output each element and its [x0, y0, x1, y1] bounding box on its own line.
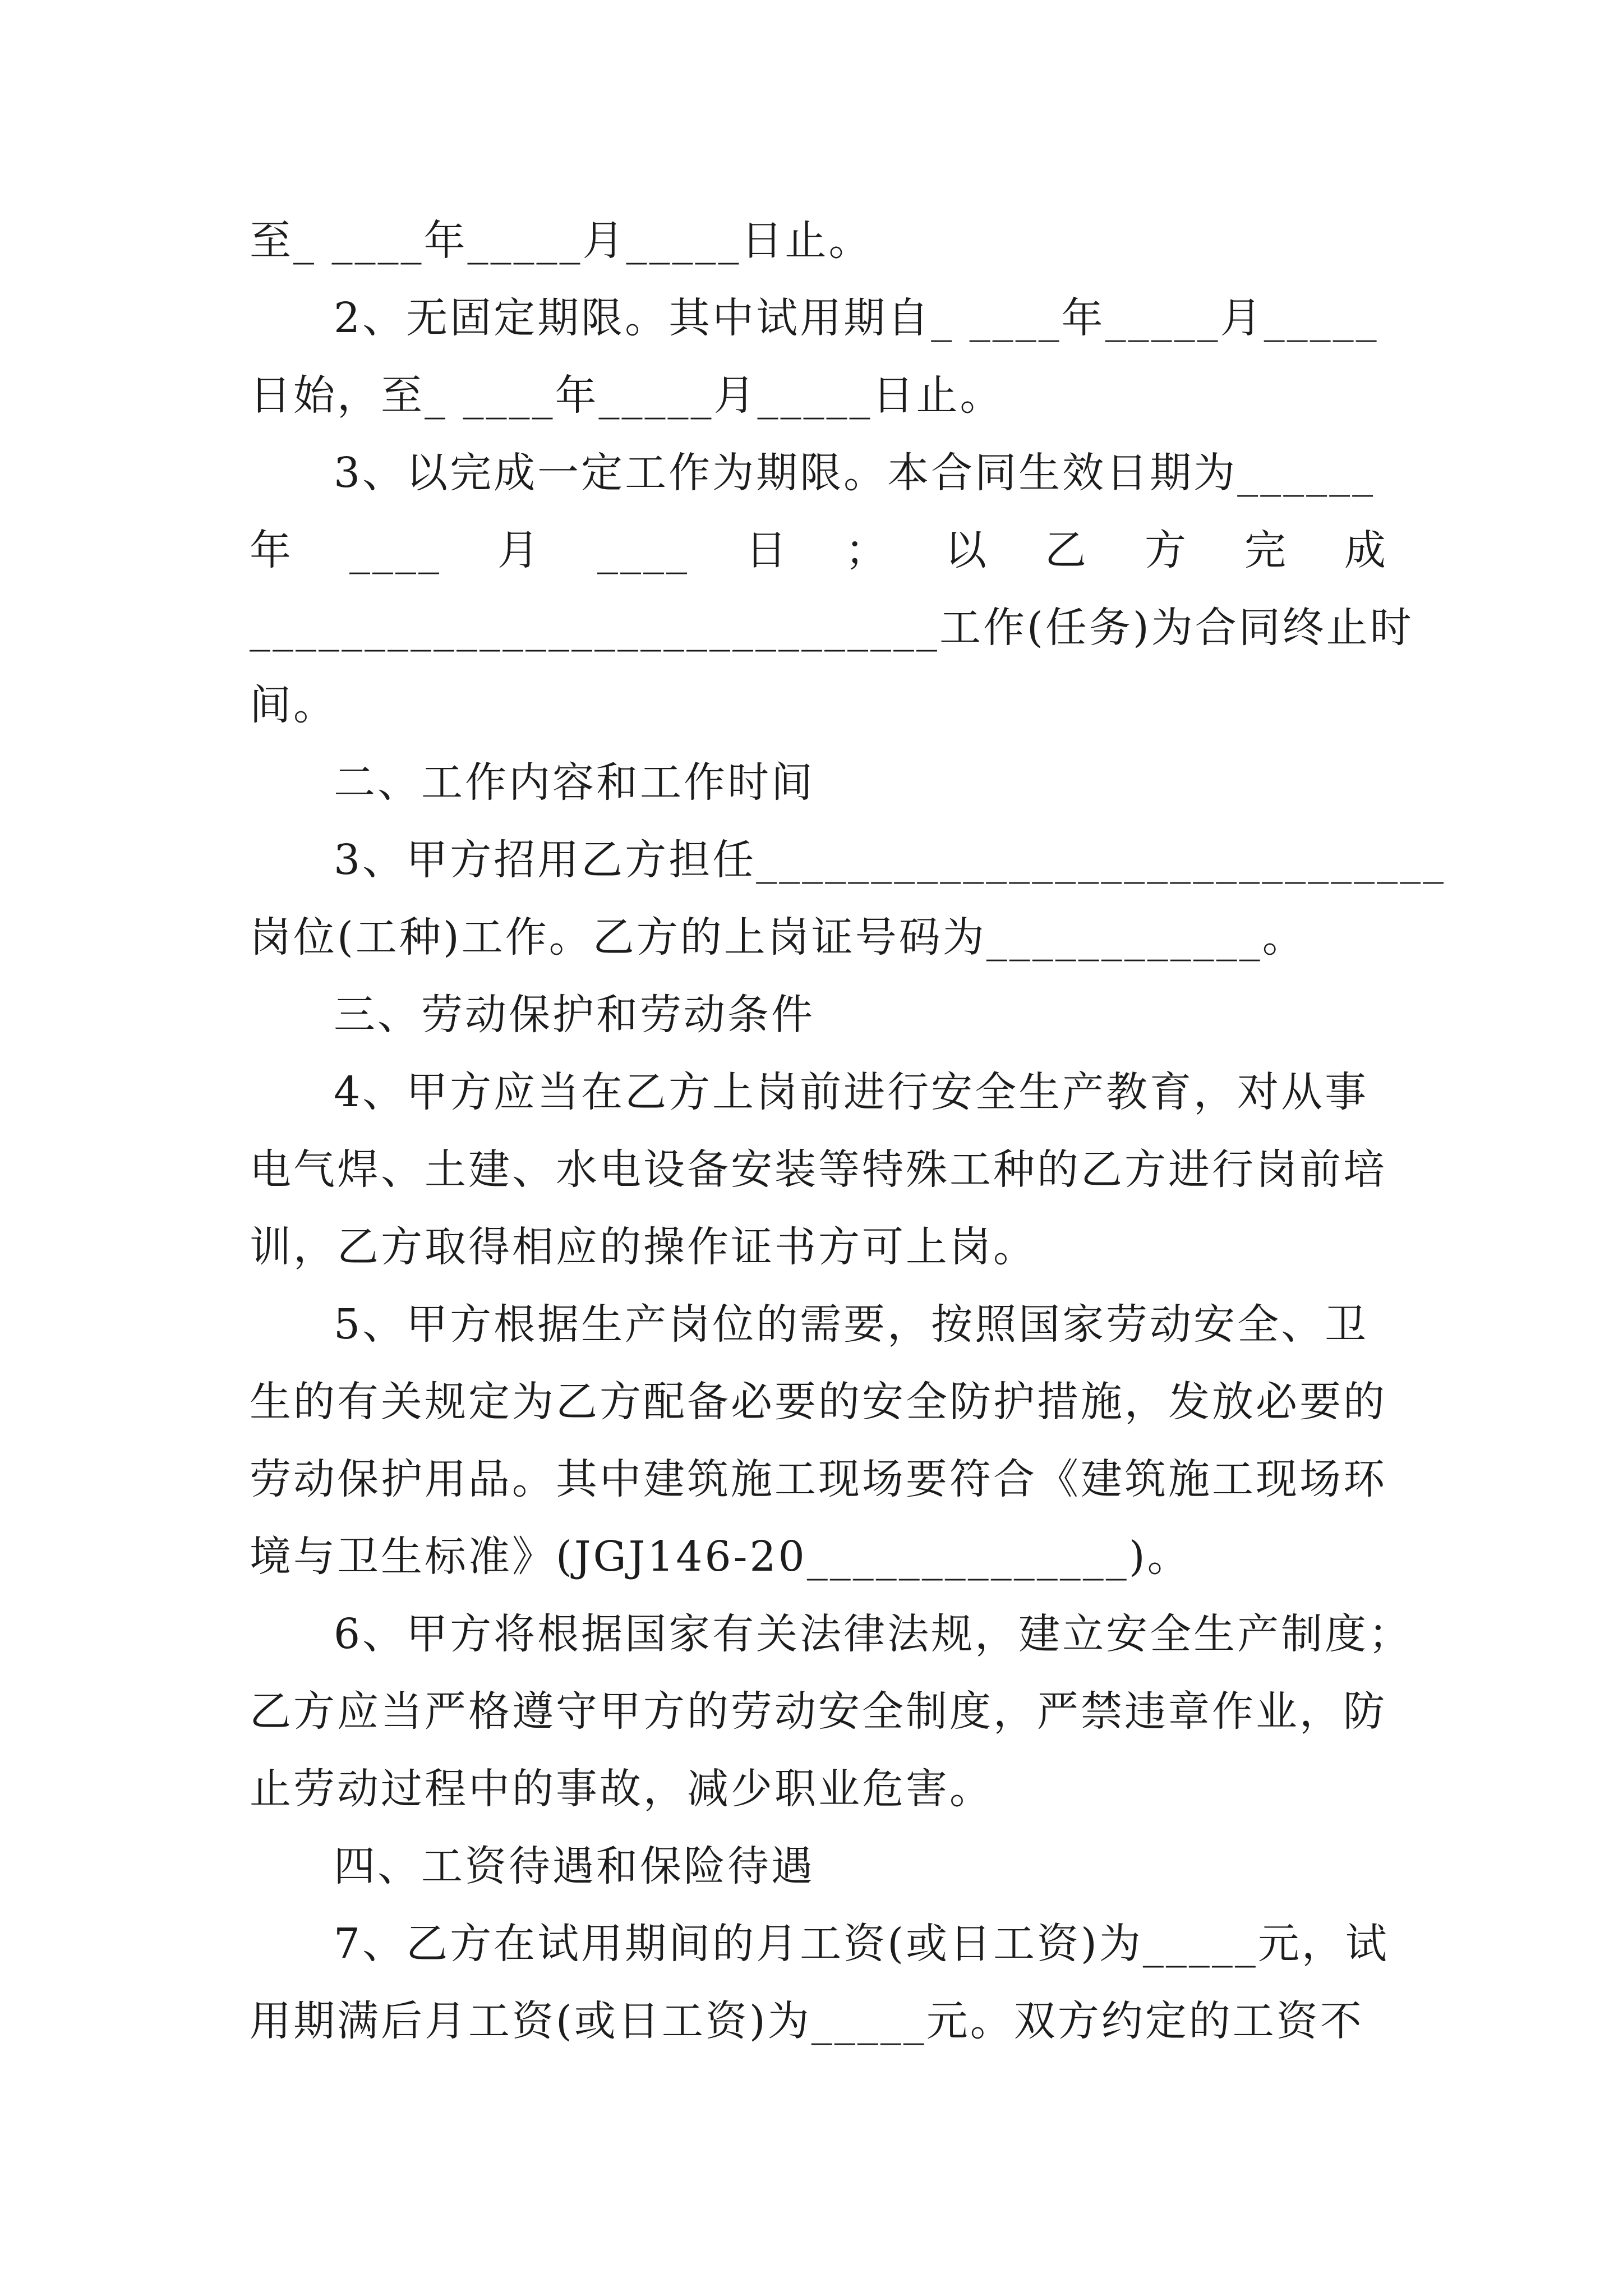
text-token: 以: [945, 526, 989, 574]
document-body: [250, 202, 1446, 2060]
text-line: 5、甲方根据生产岗位的需要，按照国家劳动安全、卫: [334, 1300, 1369, 1349]
text-line: 4、甲方应当在乙方上岗前进行安全生产教育，对从事: [334, 1068, 1369, 1116]
text-line: 训，乙方取得相应的操作证书方可上岗。: [250, 1223, 1037, 1271]
text-token: 日: [745, 526, 789, 574]
text-line: 岗位(工种)工作。乙方的上岗证号码为____________。: [250, 913, 1306, 961]
text-line: ______________________________工作(任务)为合同终止时: [250, 604, 1414, 652]
text-line: 生的有关规定为乙方配备必要的安全防护措施，发放必要的: [250, 1378, 1387, 1426]
text-line: 3、甲方招用乙方担任______________________________: [334, 836, 1446, 884]
text-token: 方: [1145, 526, 1188, 574]
section-heading: 三、劳动保护和劳动条件: [334, 991, 815, 1039]
text-line: 日始，至_ ____年_____月_____日止。: [250, 371, 1004, 420]
text-line: 境与卫生标准》(JGJ146-20______________)。: [250, 1533, 1191, 1581]
text-token: 乙: [1045, 526, 1089, 574]
text-token: 月: [497, 526, 541, 574]
text-token: 完: [1244, 526, 1288, 574]
text-line: 劳动保护用品。其中建筑施工现场要符合《建筑施工现场环: [250, 1455, 1387, 1503]
text-token: ；: [845, 526, 889, 574]
text-line: 3、以完成一定工作为期限。本合同生效日期为______: [334, 449, 1376, 497]
text-line: 6、甲方将根据国家有关法律法规，建立安全生产制度；: [334, 1610, 1413, 1658]
text-line: 止劳动过程中的事故，减少职业危害。: [250, 1765, 993, 1813]
section-heading: 二、工作内容和工作时间: [334, 758, 815, 807]
text-line: 乙方应当严格遵守甲方的劳动安全制度，严禁违章作业，防: [250, 1687, 1387, 1736]
section-heading: 四、工资待遇和保险待遇: [334, 1842, 815, 1890]
text-token: ____: [349, 526, 441, 574]
justified-text-line: [250, 512, 1388, 589]
text-line: 至_ ____年_____月_____日止。: [250, 217, 873, 265]
text-token: 成: [1344, 526, 1388, 574]
text-line: 7、乙方在试用期间的月工资(或日工资)为_____元，试: [334, 1920, 1389, 1968]
text-line: 2、无固定期限。其中试用期自_ ____年_____月_____: [334, 294, 1379, 342]
text-token: 年: [250, 526, 293, 574]
text-token: ____: [597, 526, 689, 574]
text-line: 用期满后月工资(或日工资)为_____元。双方约定的工资不: [250, 1997, 1364, 2045]
text-line: 电气焊、土建、水电设备安装等特殊工种的乙方进行岗前培: [250, 1145, 1387, 1194]
text-line: 间。: [250, 681, 337, 729]
